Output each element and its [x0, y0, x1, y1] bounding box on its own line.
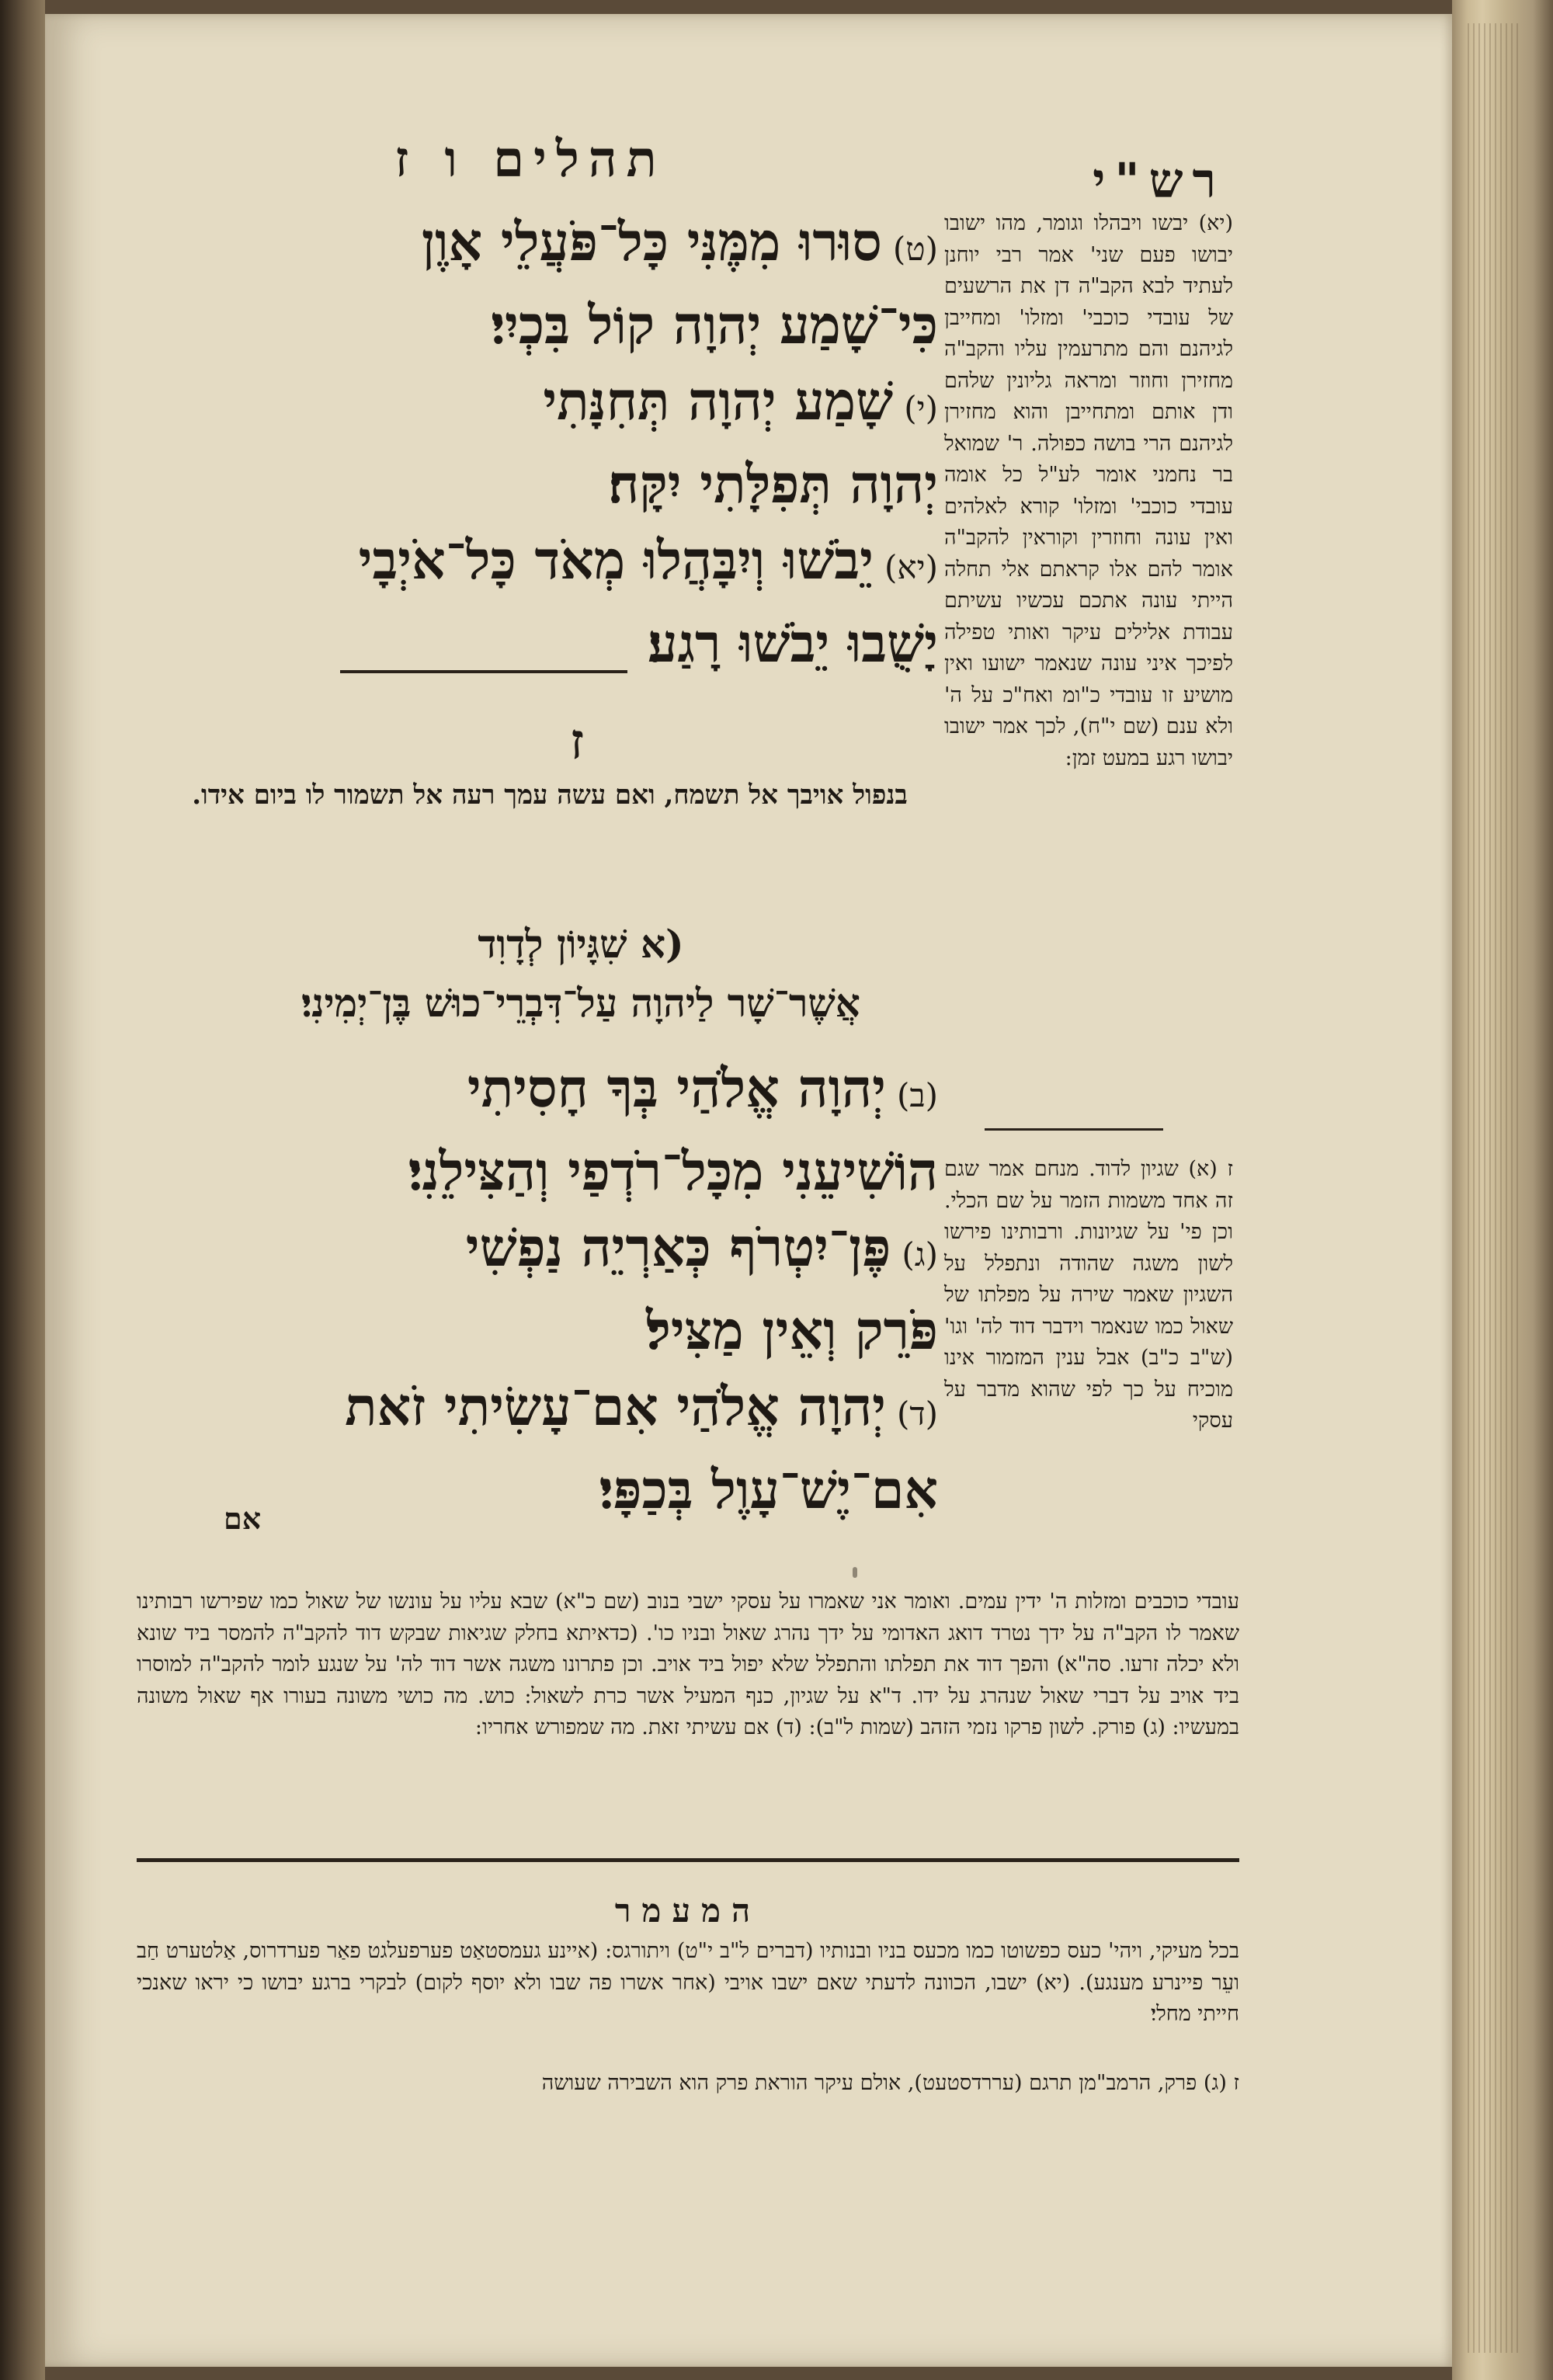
- verse-line: [208, 287, 938, 363]
- rashi-block-2: [944, 1154, 1233, 1437]
- book-gutter: [0, 0, 45, 2380]
- verse-line: [208, 204, 938, 287]
- verse-line: [208, 1452, 938, 1528]
- superscription-line: (א שִׁגָּיוֹן לְדָוִד: [478, 921, 684, 967]
- verse-line: [208, 523, 938, 606]
- superscription-line: אֲשֶׁר־שָׁר לַיהוָה עַל־דִּבְרֵי־כוּשׁ בֶּן־יְמִינִי׃: [301, 980, 860, 1026]
- verse-line: [208, 1051, 938, 1134]
- verse-line: [208, 1134, 938, 1210]
- page-edge-lines: [1468, 23, 1522, 2353]
- psalm6-verses: [208, 204, 938, 682]
- verse-text: שָׁמַע יְהוָה תְּחִנָּתִי: [543, 370, 894, 433]
- verse-line: [208, 363, 938, 446]
- hameamer-title: המעמר: [614, 1892, 762, 1930]
- verse-line: [208, 1210, 938, 1293]
- verse-text: יָשֻׁבוּ יֵבֹשׁוּ רָגַע׃: [648, 613, 938, 675]
- verse-text: פֶּן־יִטְרֹף כְּאַרְיֵה נַפְשִׁי: [465, 1217, 891, 1279]
- hameamer-text: בכל מעיקי, ויהי' כעס כפשוטו כמו מכעס בניו ובנותיו (דברים ל"ב י"ט) ויתורגס: (איינע געמסטאַט פערפעלגט פאַר פערדרוס, אַלטערט חַב ועֵר פיינרע מענגע). (יא) ישבו, הכוונה לדעתי שאם ישבו אויבי (אחר אשרו פה שבו ולא יוסף לקום) לבקרי ברגע יבושו כי יראו שאנכי חייתי מחלי׃: [137, 1939, 1239, 2026]
- running-title: תהלים ו ז: [394, 130, 666, 189]
- verse-number: (י): [904, 389, 938, 427]
- verse-number: (ב): [896, 1076, 938, 1114]
- book-page: [45, 14, 1452, 2367]
- rashi-header: רש"י: [1093, 152, 1225, 209]
- verse-text: סוּרוּ מִמֶּנִּי כָּל־פֹּעֲלֵי אָוֶן: [421, 211, 882, 273]
- verse-text: כִּי־שָׁמַע יְהוָה קוֹל בִּכְיִי׃: [491, 294, 938, 356]
- ink-speck: [853, 1567, 857, 1578]
- psalm-intro: בנפול אויבך אל תשמח, ואם עשה עמך רעה אל תשמור לו ביום אידו.: [192, 780, 908, 811]
- rashi-text: ז (א) שגיון לדוד. מנחם אמר שגם זה אחד משמות הזמר על שם הכלי. וכן פי' על שגיונות. ורבותינו פירשו לשון משגה שהודה ונתפלל על השגיון שאמר שירה על מפלתו של שאול כמו שנאמר וידבר דוד לה' וגו' (ש"ב כ"ב) אבל ענין המזמור אינו מוכיח על כך לפי שהוא מדבר על עסקי: [944, 1157, 1233, 1433]
- hameamer-text: ז (ג) פרק, הרמב"מן תרגם (עררדסטעט), אולם עיקר הוראת פרק הוא השבירה שעושה: [541, 2071, 1239, 2095]
- verse-text: פֹּרֵק וְאֵין מַצִּיל׃: [646, 1300, 938, 1362]
- verse-text: הוֹשִׁיעֵנִי מִכָּל־רֹדְפַי וְהַצִּילֵנִי׃: [408, 1141, 938, 1203]
- book-page-edges: [1452, 0, 1553, 2380]
- psalm7-verses: [208, 1051, 938, 1528]
- commentary-text: עובדי כוכבים ומזלות ה' ידין עמים. ואומר אני שאמרו על עסקי ישבי בנוב (שם כ"א) שבא עליו על עונשו של שאול כמו שפירשו רבותינו שאמר לו הקב"ה על ידך נטרד דואג האדומי על ידך נהרג שאול ובניו כו'. (כדאיתא בחלק שגיאות שבקש דוד להקב"ה להמסר ביד שונא ולא יכלה זרעו. סה"א) והפך דוד את תפלתו והתפלל שלא יפול ביד אויב. וכן פתרונו משגה אשר דוד לה' על שנגע לומר להקב"ה למוסרו ביד אויב על דברי שאול שנהרג על ידו. ד"א על שגיון, כנף המעיל אשר כרת לשאול: כוש. מה כושי משונה בעורו אף שאול משונה במעשיו: (ג) פורק. לשון פרקו נזמי הזהב (שמות ל"ב): (ד) אם עשיתי זאת. מה שמפורש אחריו:: [137, 1590, 1239, 1739]
- verse-text: יְהוָה אֱלֹהַי אִם־עָשִׂיתִי זֹאת: [345, 1376, 887, 1438]
- section-divider: [340, 670, 627, 673]
- rashi-divider: [985, 1128, 1163, 1131]
- verse-text: יְהוָה תְּפִלָּתִי יִקָּח׃: [608, 453, 938, 516]
- verse-number: (ט): [892, 230, 938, 268]
- rashi-text: (יא) יבשו ויבהלו וגומר, מהו ישובו יבושו פעם שני' אמר רבי יוחנן לעתיד לבא הקב"ה דן את הרשעים של עובדי כוכבי' ומזלו' ומחייבן לגיהנם והם מתרעמין עליו והקב"ה מחזירן וחוזר ומראה גליונין שלהם ודן אותם ומתחייבן והוא מחזירן לגיהנם הרי בושה כפולה. ר' שמואל בר נחמני אומר לע"ל כל אומה עובדי כוכבי' ומזלו' קורא לאלהים ואין עונה וחוזרין וקוראין להקב"ה אומר להם אלו קראתם אלי תחלה הייתי עונה אתכם עכשיו עשיתם עבודת אלילים עיקר ואותי טפילה לפיכך איני עונה שנאמר ישועו ואין מושיע זו עובדי כ"ומ ואח"כ על ה' ולא ענם (שם י"ח), לכך אמר ישובו יבושו רגע במעט זמן:: [944, 211, 1233, 770]
- verse-text: יְהוָה אֱלֹהַי בְּךָ חָסִיתִי: [467, 1058, 886, 1120]
- hameamer-divider: [137, 1858, 1239, 1862]
- verse-text: אִם־יֶשׁ־עָוֶל בְּכַפָּי׃: [599, 1459, 938, 1521]
- verse-line: [208, 1369, 938, 1452]
- verse-text: יֵבֹשׁוּ וְיִבָּהֲלוּ מְאֹד כָּל־אֹיְבָי: [358, 530, 874, 592]
- verse-number: (יא): [884, 548, 938, 586]
- verse-number: (ד): [897, 1395, 938, 1433]
- hameamer-para-1: [137, 1936, 1239, 2031]
- commentary-continuation: [137, 1586, 1239, 1744]
- catchword: אם: [224, 1501, 262, 1536]
- psalm-superscription: [247, 915, 915, 1033]
- verse-line: [208, 1293, 938, 1369]
- hameamer-para-2: [137, 2068, 1239, 2100]
- psalm-number: ז: [570, 713, 584, 771]
- rashi-block-1: [944, 208, 1233, 774]
- verse-line: [208, 446, 938, 523]
- verse-number: (ג): [902, 1235, 938, 1273]
